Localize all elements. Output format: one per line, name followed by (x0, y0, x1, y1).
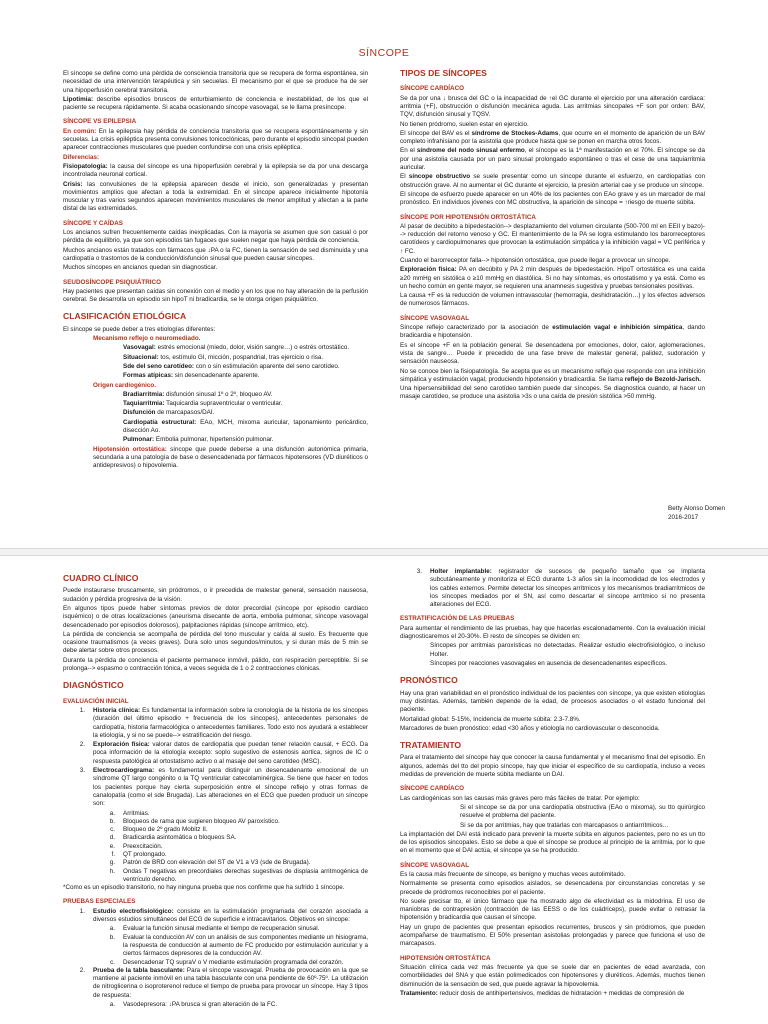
tratamiento-cardiaco-item-2: Si se da por arritmias, hay que tratarlas con marcapasos o antiarrítmicos… (460, 821, 669, 829)
atipicas-item: Formas atípicas: sin desencadenante aparente. (123, 372, 260, 380)
hipotension-item: Hipotensión ortostática: síncope que puede deberse a una disfunción autonómica primaria, secundaria a una patología de base o desencadenada por fármacos hipotensores (VD diuréticos o antidepresivos) o hipovolemia. (93, 445, 368, 470)
cardiaco-p5: El síncope obstructivo se suele presentar como un síncope durante el esfuerzo, en cardiopatías con obstrucción grave. Al no aumentar el GC durante el ejercicio, la presión arterial cae y se produce un síncope. (400, 173, 705, 189)
estratificacion-p1: Para aumentar el rendimiento de las pruebas, hay que hacerlas escalonadamente. Con la evaluación inicial diagnosticaremos el 20-30%. El resto de síncopes se dividen en: (400, 624, 705, 641)
diferencias-label: Diferencias: (63, 153, 100, 161)
author-signature (668, 505, 725, 523)
document-title: SÍNCOPE (358, 47, 410, 59)
exploracion-item: 2. Exploración física: valorar datos de cardiopatía que puedan tener relación causal, + ECG. Da poca información de la etiología excepto: soplo sugestivo de estenosis aortica, signos de IC o respuesta patológica al ortostatismo activo o al masaje del seno carotídeo (MSC). (79, 741, 368, 765)
crisis-paragraph: Crisis: las convulsiones de la epilepsia aparecen desde el inicio, son generalizadas y presentan movimientos amplios que afectan a toda la extremidad. En el síncope aparece inicialmente hipotonía muscular y tras varios segundos aparecen movimientos musculares de menor amplitud y afectan a la parte distal de las extremidades. (63, 180, 368, 213)
ecg-subitem: b. Bloqueos de rama que sugieren bloqueo AV paroxístico. (109, 817, 280, 825)
epilepsia-comun: En común: En la epilepsia hay pérdida de conciencia transitoria que se recupera espontáneamente y sin secuelas. La crisis epiléptica presenta convulsiones tonicoclónicas, pero durante el episodio sincopal pueden aparecer contracciones musculares que pueden confundirse con una crisis epiléptica. (63, 127, 368, 152)
tipos-heading: TIPOS DE SÍNCOPES (400, 68, 487, 78)
clinico-p4: Durante la pérdida de conciencia el paciente permanece inmóvil, pálido, con respiración perceptible. Si se prolonga--> espasmo o contracción tónica, a veces seguida de 1 o 2 contracciones clónicas. (63, 656, 368, 673)
author-year: 2016-2017 (668, 513, 699, 521)
epilepsia-heading: SÍNCOPE VS EPILEPSIA (63, 118, 137, 126)
ecg-note: *Como es un episodio transitorio, no hay ninguna prueba que nos confirme que ha sufrido 1 síncope. (63, 884, 345, 892)
intro-paragraph: El síncope se define como una pérdida de consciencia transitoria que se recupera de forma espontánea, sin necesidad de una intervención terapéutica y sin secuelas. El mecanismo por el que se produce ha de ser una hipoperfusión cerebral transitoria. (63, 70, 368, 94)
vasovagal-p3: No se conoce bien la fisiopatología. Se acepta que es un mecanismo reflejo que responde con una inhibición simpática y estimulación vagal, produciendo hipotensión y bradicardia. Se llama reflejo de Bezold-Jarisch. (400, 367, 705, 383)
caidas-p3: Muchos síncopes en ancianos quedan sin diagnosticar. (63, 264, 218, 272)
page-separator (0, 548, 768, 556)
tratamiento-ortostatica-p1: Situación clínica cada vez más frecuente ya que se suele dar en pacientes de edad avanzada, con comorbilidades del SNA y que están polimedicados con hipotensores y diuréticos. Además, muchos tienen disminución de la sensación de sed, que puede agravar la hipovolemia. (400, 963, 705, 988)
tratamiento-vasovagal-p4: Hay un grupo de pacientes que presentan episodios recurrentes, bruscos y sin pródromos, que pueden acompañarse de traumatismo. El 50% presentan asistolias prolongadas y parece que funciona el uso de marcapasos. (400, 923, 705, 948)
electro-subitem: b. Evaluar la conducción AV con un análisis de sus componentes mediante un hisiograma, la respuesta de conducción al aumento de FC producido por estimulación auricular y a ciertos fármacos depresores de la conducción AV. (109, 933, 368, 958)
page1-left-column (63, 70, 368, 540)
situacional-item: Situacional: tos, estímulo GI, micción, pospandrial, tras ejercicio o risa. (123, 353, 324, 361)
page-2 (0, 556, 768, 1024)
vasovagal-heading: SÍNCOPE VASOVAGAL (400, 314, 470, 322)
tratamiento-heading: TRATAMIENTO (400, 740, 462, 751)
ecg-subitem: e. Preexcitación. (109, 842, 163, 850)
holter-item: 3. Holter implantable: registrador de sucesos de pequeño tamaño que se implanta subcutáneamente y monitoriza el ECG durante 1-3 años sin la incomodidad de los electrodos y los cables externos. Permite detectar los síncopes arrítmicos y los mecanismos bradiarrítmicos de los síncopes mediados por el SN, así como descartar el síncope arrítmico si no presenta alteraciones del ECG. (416, 568, 705, 609)
electro-subitem: c. Desencadenar TQ supraV o V mediante estimulación programada del corazón. (110, 958, 344, 966)
pseudosincope-paragraph: Hay pacientes que presentan caídas sin conexión con el medio y en los que no hay alteración de la perfusión cerebral. Se desarrolla un episodio sin hipoT ni bradicardia, se le otorga origen psiquiátrico. (63, 287, 368, 304)
cuadro-clinico-heading: CUADRO CLÍNICO (63, 573, 139, 583)
pseudosincope-heading: SEUDOSÍNCOPE PSIQUIÁTRICO (63, 278, 161, 286)
electro-subitem: a. Evaluar la función sinusal mediante el tiempo de recuperación sinusal. (109, 925, 320, 933)
caidas-p1: Los ancianos sufren frecuentemente caídas inexplicadas. Con la mayoría se asumen que son casual o por pérdida de equilibrio, ya que son episodios tan fugaces que suelen negar que haya pérdida de conciencia. (63, 229, 368, 245)
hipot-heading: SÍNCOPE POR HIPOTENSIÓN ORTOSTÁTICA (400, 213, 536, 221)
pronostico-p3: Marcadores de buen pronóstico: edad <30 años y etiología no cardiovascular o desconocida. (400, 724, 660, 732)
tratamiento-vasovagal-heading: SÍNCOPE VASOVAGAL (400, 861, 470, 869)
vasovagal-p2: Es el síncope +F en la población general. Se desencadena por emociones, dolor, calor, aglomeraciones, vista de sangre… Puede ir precedido de una fase breve de malestar general, palidez, sudoración y sensación nauseosa. (400, 341, 705, 366)
clasificacion-intro: El síncope se puede deber a tres etiologías diferentes: (63, 325, 216, 333)
tratamiento-p1: Para el tratamiento del síncope hay que conocer la causa fundamental y el mecanismo final del episodio. En algunos, además del tto del propio síncope, hay que iniciar el específico de su cardiopatía, incluso a veces medidas de prevención de muerte súbita mediante un DAI. (400, 754, 705, 779)
clinico-p1: Puede instaurarse bruscamente, sin pródromos, o ir precedida de malestar general, sensación nauseosa, sudación y pérdida progresiva de la visión. (63, 587, 368, 603)
pulmonar-item: Pulmonar: Embolia pulmonar, hipertensión pulmonar. (123, 436, 274, 444)
page1-right-column (400, 66, 705, 506)
pronostico-p1: Hay una gran variabilidad en el pronóstico individual de los pacientes con síncope, ya que existen etiologías muy distintas. Además, también depende de la edad, de procesos asociados o el estado funcional del paciente. (400, 689, 705, 714)
exploracion-paragraph: Exploración física: PA en decúbito y PA 2 min después de bipedestación. HipoT ortostática es una caída ≥20 mmHg en sistólica o ≥10 mmHg en diastólica. Si no hay síntomas, es ortostatismo y ya está. Como es un hecho común en gente mayor, se requieren una anamnesis sugestiva y pruebas tensionales positivas. (400, 266, 705, 290)
ecg-subitem: a. Arritmias. (109, 809, 150, 817)
tratamiento-cardiaco-p2: La implantación del DAI está indicado para prevenir la muerte súbita en algunos pacientes, pero no es un tto de los episodios sincopales. Esto se debe a que el síncope se produce al principio de la arritmia, por lo que en el momento que el DAI actúa, el síncope ya se ha producido. (400, 830, 705, 855)
pruebas-especiales-heading: PRUEBAS ESPECIALES (63, 898, 136, 906)
tratamiento-ortostatica-p2: Tratamiento: reducir dosis de antihipertensivos, medidas de hidratación + medidas de compresión de (400, 989, 685, 997)
clasificacion-heading: CLASIFICACIÓN ETIOLÓGICA (63, 311, 187, 322)
vasovagal-p1: Síncope reflejo caracterizado por la asociación de estimulación vagal e inhibición simpática, dando bradicardia e hipotensión. (400, 324, 705, 340)
author-name: Betty Alonso Domen (668, 505, 726, 512)
ecg-subitem: d. Bradicardia asintomática o bloqueos SA. (109, 834, 237, 842)
reflejo-label: Mecanismo reflejo o neuromediado. (93, 335, 201, 343)
clinico-p3: La pérdida de conciencia se acompaña de pérdida del tono muscular y caída al suelo. Es frecuente que ocasione traumatismos (a veces graves). Dura solo unos segundos/minutos, y si duran más de 5 min se debe alertar sobre otros procesos. (63, 630, 368, 655)
tabla-basculante-item: 2. Prueba de la tabla basculante: Para el síncope vasovagal. Prueba de provocación en la que se mantiene al paciente inmóvil en una tabla basculante con una pendiente de 60º-75º. La utilización de nitroglicerina o isoproterenol reduce el tiempo de prueba para provocar un síncope. Hay 3 tipos de respuesta: (79, 966, 368, 999)
tratamiento-vasovagal-p1: Es la causa más frecuente de síncope, es benigno y muchas veces autolimitado. (400, 871, 626, 878)
lipotimia-paragraph: Lipotimia: describe episodios bruscos de enturbiamiento de conciencia e inestabilidad, de los que el paciente se recupera rápidamente. Si acaba ocasionando síncope vasovagal, se le llama presíncope. (63, 95, 368, 112)
ecg-subitem: h. Ondas T negativas en precordiales derechas sugestivas de displasia arritmogénica de ventrículo derecho. (109, 867, 368, 883)
vasovagal-p4: Una hipersensibilidad del seno carotídeo también puede dar síncopes. Se diagnostica cuando, al hacer un masaje carotídeo, se produce una asistolia >3s o una caída de presión sistólica >50 mmHg. (400, 385, 705, 401)
diagnostico-heading: DIAGNÓSTICO (63, 680, 124, 691)
tabla-subitem: a. Vasodepresora: ↓PA brusca si gran alteración de la FC. (109, 1001, 278, 1009)
taquiarritmia-item: Taquiarritmia: Taquicardia supraventricular o ventricular. (123, 400, 283, 408)
cardiaco-p1: Se da por una ↓ brusca del GC o la incapacidad de ↑el GC durante el ejercicio por una alteración cardiaca: arritmia (+F), obstrucción o disfunción mecánica aguda. Las arritmias sincopales +F son por orden: BAV, TQV, disfunción sinusal y TQSV. (400, 94, 705, 119)
hipot-p2: Cuando el barorreceptor falla--> hipotensión ortostática, que puede llegar a provocar un síncope. (400, 256, 671, 264)
estratificacion-item-1: Síncopes por arritmias paroxísticas no detectadas. Realizar estudio electrofisiológico, o incluso Holter. (430, 642, 705, 658)
hipot-p3: La causa +F es la reducción de volumen intravascular (hemorragia, deshidratación…) y los efectos adversos de numerosos fármacos. (400, 292, 705, 308)
pronostico-heading: PRONÓSTICO (400, 675, 458, 686)
cardiaco-heading: SÍNCOPE CARDÍACO (400, 85, 465, 93)
electrofisiologico-item: 1. Estudio electrofisiológico: consiste en la estimulación programada del corazón asociada a diversos estudios simultáneos del ECG de superficie e intracavitarios. Objetivos en síncope: (79, 907, 368, 924)
cardiogenico-label: Origen cardiogénico. (93, 381, 156, 389)
fisiopatologia-paragraph: Fisiopatología: la causa del síncope es una hipoperfusión cerebral y la epilepsia se da por una descarga incontrolada neuronal cortical. (63, 162, 368, 179)
ecg-item: 3. Electrocardiograma: es fundamental para distinguir un desencadenante emocional de un síndrome QT largo congénito o la TQ ventricular catecolaminérgica. Se tiene que hacer en todos los pacientes porque hay cierta superposición entre el síncope reflejo y otras formas de canalopatía (como el sde Brugada). Las alteraciones en el ECG que pueden producir un síncope son: (79, 767, 368, 808)
bradiarritmia-item: Bradiarritmia: disfunción sinusal 1º o 2º, bloqueo AV. (123, 390, 273, 398)
cardiaco-p6: El síncope de esfuerzo puede aparecer en un 40% de los pacientes con EAo grave y es un marcador de mal pronóstico. En individuos jóvenes con MC obstructiva, la aparición de síncope = ↑riesgo de muerte súbita. (400, 190, 705, 207)
tratamiento-cardiaco-heading: SÍNCOPE CARDÍACO (400, 785, 465, 793)
pronostico-p2: Mortalidad global: 5-15%, Incidencia de muerte súbita: 2.3-7.8%. (400, 715, 581, 723)
clinico-p2: En algunos tipos puede haber síntomas previos de dolor precordial (síncope por episodio cardiaco isquémico) o de otras localizaciones (aneurisma disecante de aorta, embolia pulmonar, síncope vasovagal desencadenado por episodios dolorosos), palpitaciones rápidas (síncope arrítmico, etc). (63, 604, 368, 629)
estratificacion-heading: ESTRATIFICACIÓN DE LAS PRUEBAS (400, 615, 515, 623)
page2-right-column (400, 568, 705, 1024)
cardiaco-p2: No tienen pródromo, suelen estar en ejercicio. (400, 120, 529, 128)
estratificacion-item-2: Síncopes por reacciones vasovagales en ausencia de desencadenantes específicos. (430, 659, 667, 667)
ecg-subitem: f. QT prolongado. (111, 851, 167, 858)
caidas-p2: Muchos ancianos están tratados con fármacos que ↓PA o la FC, tienen la sensación de sed disminuida y una cardiopatía o trastornos de la conducción/disfunción sinusal que pueden causar síncopes. (63, 246, 368, 262)
cardiaco-p3: El síncope del BAV es el síndrome de Stockes-Adams, que ocurre en el momento de aparición de un BAV completo infrahisiano por la asistolia que produce hasta que se ponen en marcha otros focos. (400, 129, 705, 146)
disfuncion-item: Disfunción de marcapasos/DAI. (123, 409, 215, 417)
vasovagal-item: Vasovagal: estrés emocional (miedo, dolor, visión sangre…) o estrés ortostático. (123, 344, 350, 352)
cardiaco-p4: En el síndrome del nodo sinusal enfermo, el síncope es la 1ª manifestación en el 70%. El síncope se da por una asistolia causada por un paro sinusal prolongado espontáneo o tras el cese de una taquiarritmia auricular. (400, 147, 705, 172)
tratamiento-cardiaco-item-1: Si el síncope se da por una cardiopatía obstructiva (EAo o mixoma), su tto quirúrgico resuelve el problema del paciente. (460, 803, 705, 820)
tratamiento-vasovagal-p2: Normalmente se presenta como episodios aislados, se desencadena por circunstancias concretas y se precede de pródromos reconocibles por el paciente. (400, 880, 705, 896)
seno-item: Sde del seno carotídeo: con o sin estimulación aparente del seno carotídeo. (123, 362, 340, 370)
page2-left-column (63, 566, 368, 1024)
hipot-p1: Al pasar de decúbito a bipedestación--> desplazamiento del volumen circulante (500-700 ml en EEII y bazo)--> reducción del retorno venoso y GC. El mantenimiento de la PA se logra estimulando los barorreceptores carotídeos y cardiopulmonares que provocan la estimulación simpática y la inhibición vagal = VC periférica y ↑ FC. (400, 222, 705, 255)
estructural-item: Cardiopatía estructural: EAo, MCH, mixoma auricular, taponamiento pericárdico, disección Ao. (123, 418, 368, 435)
historia-item: 1. Historia clínica: Es fundamental la información sobre la cronología de la historia de los síncopes (duración del último episodio + frecuencia de los síncopes), antecedentes personales de cardiopatía, historia farmacológica o antecedentes familiares. Todo esto nos ayudará a establecer la etiología, y si no se puede--> estratificación del riesgo. (79, 706, 368, 739)
tratamiento-cardiaco-p1: Las cardiogénicas son las causas más graves pero más fáciles de tratar. Por ejemplo: (400, 794, 640, 802)
evaluacion-heading: EVALUACIÓN INICIAL (63, 697, 129, 705)
caidas-heading: SÍNCOPE Y CAÍDAS (63, 219, 123, 227)
tratamiento-ortostatica-heading: HIPOTENSIÓN ORTOSTÁTICA (400, 954, 491, 962)
ecg-subitem: g. Patrón de BRD con elevación del ST de V1 a V3 (sde de Brugada). (109, 859, 311, 867)
tratamiento-vasovagal-p3: No suele precisar tto, el único fármaco que ha mostrado algo de efectividad es la midodrina. El uso de maniobras de contrapresión (contracción de las EESS o de los cuádriceps), puede evitar o retrasar la hipotensión y bradicardia que causan el síncope. (400, 897, 705, 922)
ecg-subitem: c. Bloqueo de 2º grado Mobitz II. (110, 826, 208, 834)
